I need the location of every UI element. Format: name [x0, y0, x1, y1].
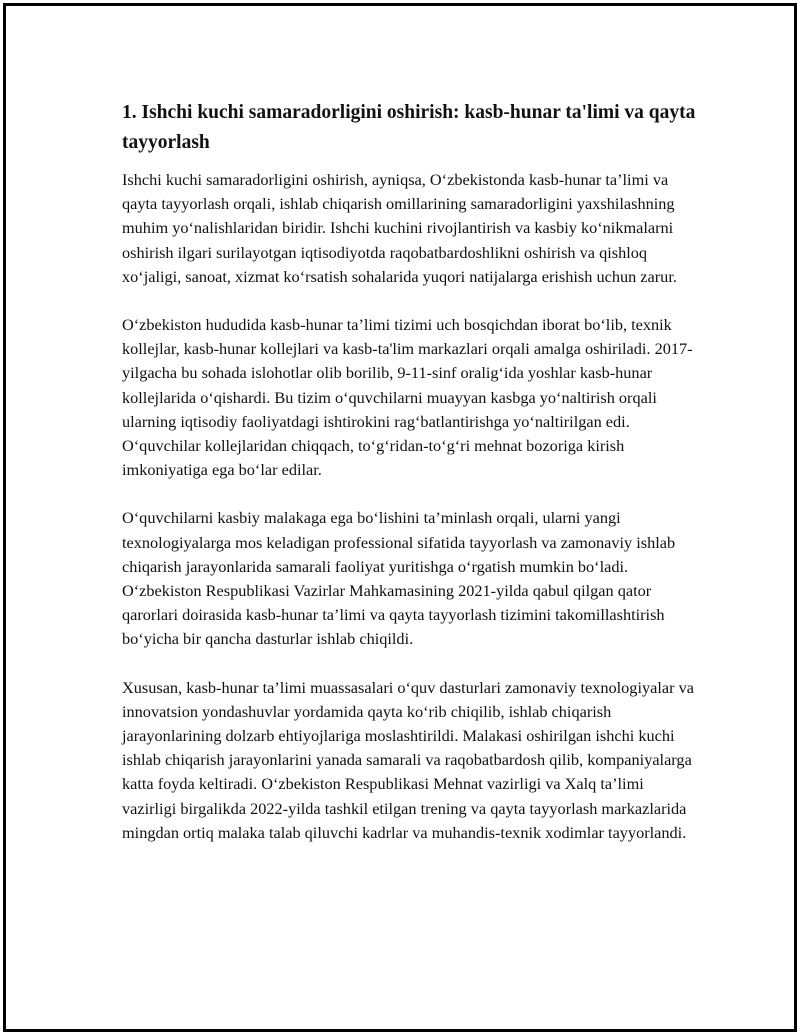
paragraph: Ishchi kuchi samaradorligini oshirish, ayniqsa, O‘zbekistonda kasb-hunar ta’limi va qayta tayyorlash orqali, ishlab chiqarish omillarining samaradorligini yaxshilashning muhim yo‘nalishlaridan biridir. Ishchi kuchini rivojlantirish va kasbiy ko‘nikmalarni oshirish ilgari surilayotgan iqtisodiyotda raqobatbardoshlikni oshirish va qishloq xo‘jaligi, sanoat, xizmat ko‘rsatish sohalarida yuqori natijalarga erishish uchun zarur.	[122, 170, 677, 286]
paragraph: Xususan, kasb-hunar ta’limi muassasalari o‘quv dasturlari zamonaviy texnologiyalar va innovatsion yondashuvlar yordamida qayta ko‘rib chiqilib, ishlab chiqarish jarayonlarining dolzarb ehtiyojlariga moslashtirildi. Malakasi oshirilgan ishchi kuchi ishlab chiqarish jarayonlarini yanada samarali va raqobatbardosh qilib, kompaniyalarga katta foyda keltiradi. O‘zbekiston Respublikasi Mehnat vazirligi va Xalq ta’limi vazirligi birgalikda 2022-yilda tashkil etilgan trening va qayta tayyorlash markazlarida mingdan ortiq malaka talab qiluvchi kadrlar va muhandis-texnik xodimlar tayyorlandi.	[122, 677, 694, 842]
document-title: 1. Ishchi kuchi samaradorligini oshirish: kasb-hunar ta'limi va qayta tayyorlash	[122, 102, 696, 153]
paragraph: O‘quvchilarni kasbiy malakaga ega bo‘lishini ta’minlash orqali, ularni yangi texnologiyalarga mos keladigan professional sifatida tayyorlash va zamonaviy ishlab chiqarish jarayonlarida samarali faoliyat yuritishga o‘rgatish mumkin bo‘ladi. O‘zbekiston Respublikasi Vazirlar Mahkamasining 2021-yilda qabul qilgan qator qarorlari doirasida kasb-hunar ta’limi va qayta tayyorlash tizimini takomillashtirish bo‘yicha bir qancha dasturlar ishlab chiqildi.	[122, 508, 676, 649]
document-body	[122, 98, 700, 869]
paragraph: O‘zbekiston hududida kasb-hunar ta’limi tizimi uch bosqichdan iborat bo‘lib, texnik kollejlar, kasb-hunar kollejlari va kasb-ta'lim markazlari orqali amalga oshiriladi. 2017-yilgacha bu sohada islohotlar olib borilib, 9-11-sinf oralig‘ida yoshlar kasb-hunar kollejlarida o‘qishardi. Bu tizim o‘quvchilarni muayyan kasbga yo‘naltirish orqali ularning iqtisodiy faoliyatdagi ishtirokini rag‘batlantirishga yo‘naltirilgan edi. O‘quvchilar kollejlaridan chiqqach, to‘g‘ridan-to‘g‘ri mehnat bozoriga kirish imkoniyatiga ega bo‘lar edilar.	[122, 315, 693, 480]
page-frame	[3, 3, 797, 1032]
